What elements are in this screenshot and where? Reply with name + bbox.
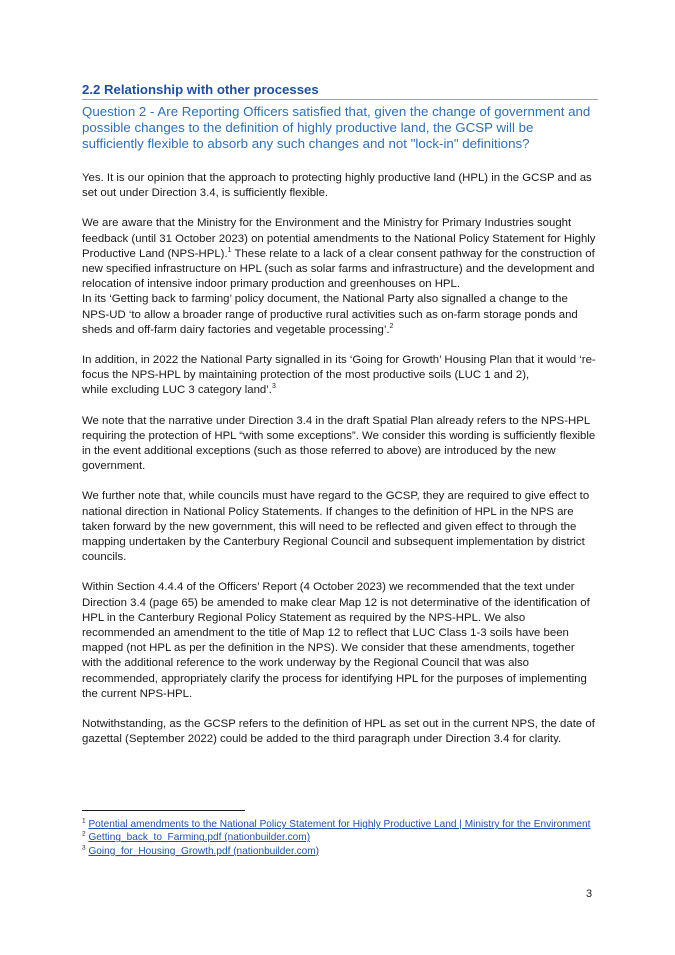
paragraph-5: We further note that, while councils must have regard to the GCSP, they are required to give effect to national direction in National Policy Statements. If changes to the definition of HPL in the NPS are taken forward by the new government, this will need to be reflected and given effect to through the mapping undertaken by the Canterbury Regional Council and subsequent implementation by district councils. — [82, 490, 590, 564]
footnote-ref-3[interactable]: 3 — [271, 383, 276, 391]
paragraph-2-text-a: We are aware that the Ministry for the Environment and the Ministry for Primary Industries sought feedback (until 31 October 2023) on potential amendments to the National Policy Statement for Highly Productive Land (NPS-HPL). — [82, 217, 596, 260]
page-content — [82, 82, 598, 748]
footnote-link-1[interactable]: Potential amendments to the National Policy Statement for Highly Productive Land | Ministry for the Environment — [88, 819, 591, 830]
page-number: 3 — [586, 888, 593, 900]
footnote-1 — [82, 818, 592, 831]
paragraph-2c — [82, 292, 598, 338]
footnote-ref-1[interactable]: 1 — [227, 247, 232, 255]
footnote-number: 3 — [82, 844, 86, 852]
footnote-link-2[interactable]: Getting_back_to_Farming.pdf (nationbuilder.com) — [88, 832, 311, 844]
footnote-number: 2 — [82, 830, 86, 838]
footnotes — [82, 818, 592, 858]
paragraph-6: Within Section 4.4.4 of the Officers’ Report (4 October 2023) we recommended that the text under Direction 3.4 (page 65) be amended to make clear Map 12 is not determinative of the identification of HPL in the Canterbury Regional Policy Statement as required by the NPS-HPL. We also recommended an amendment to the title of Map 12 to reflect that LUC Class 1-3 soils have been mapped (not HPL as per the definition in the NPS). We consider that these amendments, together with the additional reference to the work underway by the Regional Council that was also recommended, appropriately clarify the process for identifying HPL for the purposes of implementing the current NPS-HPL. — [82, 581, 590, 700]
paragraph-3-text-a: In addition, in 2022 the National Party signalled in its ‘Going for Growth’ Housing Plan that it would ‘re-focus the NPS-HPL by maintaining protection of the most productive soils (LUC 1 and 2), — [82, 354, 596, 382]
paragraph-2-text-b: These relate to a lack of a clear consent pathway for the construction of new specified infrastructure on HPL (such as solar farms and infrastructure) and the development and relocation of intensive indoor primary production and greenhouses on HPL. — [82, 247, 595, 291]
paragraph-2c-text: In its ‘Getting back to farming’ policy document, the National Party also signalled a change to the NPS-UD ‘to allow a broader range of productive rural activities such as on-farm storage ponds and sheds and off-farm dairy factories and vegetable processing’. — [82, 293, 578, 336]
footnote-number: 1 — [82, 817, 86, 825]
paragraph-4: We note that the narrative under Direction 3.4 in the draft Spatial Plan already refers to the NPS-HPL requiring the protection of HPL “with some exceptions”. We consider this wording is sufficiently flexible in the event additional exceptions (such as those referred to above) are introduced by the new government. — [82, 414, 596, 473]
question-heading: Question 2 - Are Reporting Officers satisfied that, given the change of government and possible changes to the definition of highly productive land, the GCSP will be sufficiently flexible to absorb any such changes and not "lock-in" definitions? — [82, 104, 591, 151]
paragraph-1: Yes. It is our opinion that the approach to protecting highly productive land (HPL) in the GCSP and as set out under Direction 3.4, is sufficiently flexible. — [82, 172, 592, 200]
section-heading: 2.2 Relationship with other processes — [82, 82, 598, 100]
footnote-link-3[interactable]: Going_for_Housing_Growth.pdf (nationbuilder.com) — [88, 845, 320, 857]
footnote-ref-2[interactable]: 2 — [389, 323, 394, 331]
paragraph-3-text-b: while excluding LUC 3 category land’. — [82, 384, 272, 397]
body-text — [82, 171, 598, 748]
paragraph-7: Notwithstanding, as the GCSP refers to the definition of HPL as set out in the current NPS, the date of gazettal (September 2022) could be added to the third paragraph under Direction 3.4 for clarity. — [82, 718, 595, 746]
footnote-3 — [82, 845, 592, 858]
paragraph-3 — [82, 353, 598, 399]
paragraph-2 — [82, 216, 598, 292]
footnote-separator — [82, 810, 245, 811]
footnote-2 — [82, 831, 592, 844]
